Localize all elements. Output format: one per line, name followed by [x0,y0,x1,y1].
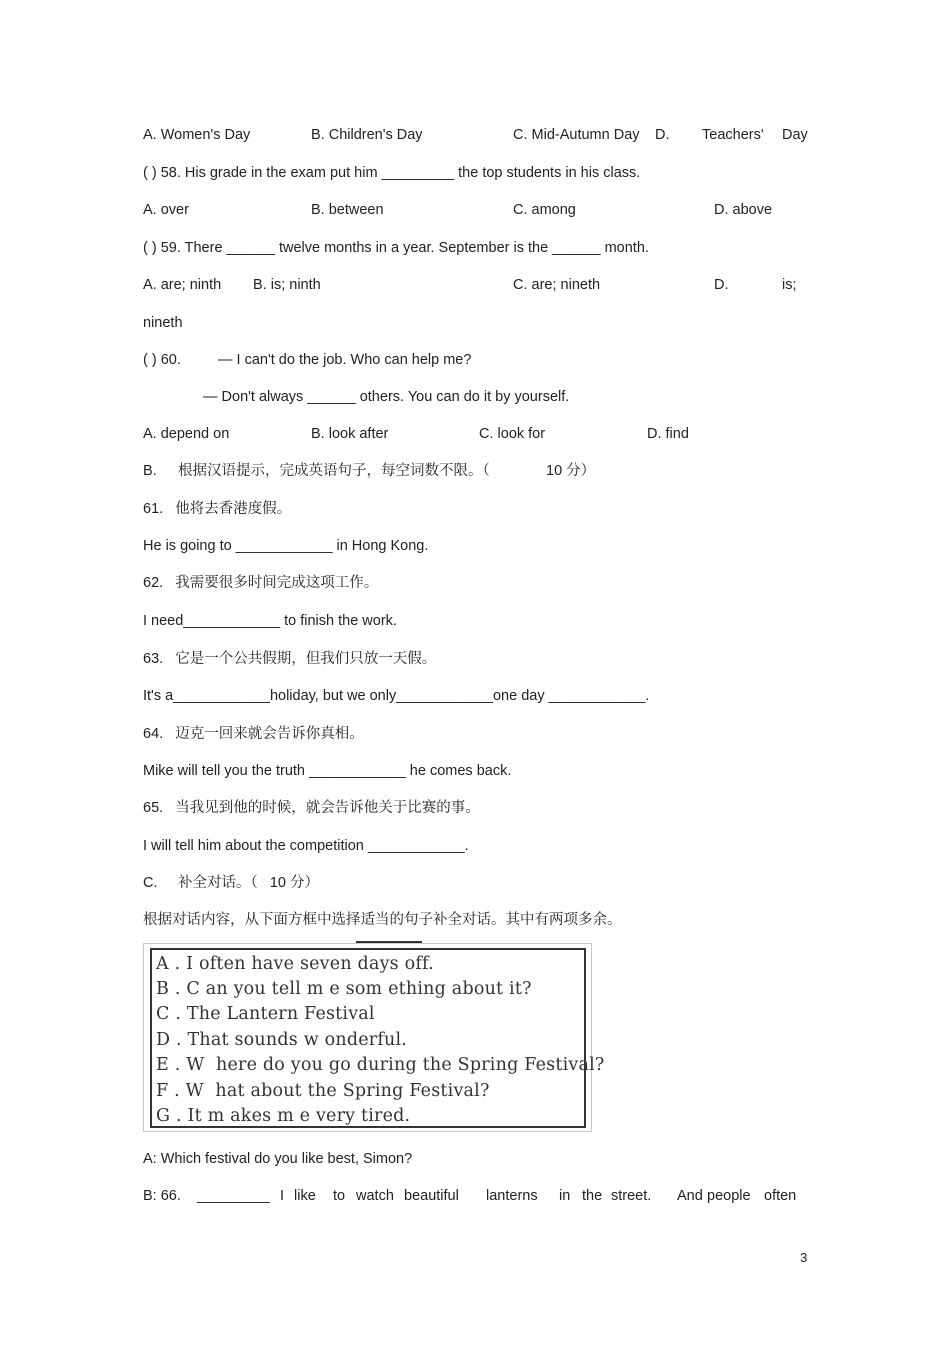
section-c-instruction: 根据对话内容，从下面方框中选择适当的句子补全对话。其中有两项多余。 [143,912,622,928]
q58-stem: ( ) 58. His grade in the exam put him _________ the top students in his class. [143,165,641,181]
dialogue-b-label: B: 66. [143,1188,181,1204]
option-c: C . The Lantern Festival [156,1004,375,1024]
q59-option-d-part2: nineth [143,315,183,331]
q57-option-d-word1: Teachers' [702,127,764,143]
q65-chinese: 65. 当我见到他的时候，就会告诉他关于比赛的事。 [143,800,480,816]
q64-english: Mike will tell you the truth ____________ he comes back. [143,763,512,779]
dialogue-word: watch [356,1188,394,1204]
q59-option-c: C. are; nineth [513,277,601,293]
section-c-title: 补全对话。（ 10 分） [178,875,319,891]
q57-option-d-word2: Day [782,127,808,143]
dialogue-a-line: A: Which festival do you like best, Simon? [143,1151,413,1167]
section-b-title: 根据汉语提示，完成英语句子，每空词数不限。（ [178,463,490,479]
q61-english: He is going to ____________ in Hong Kong. [143,538,429,554]
q58-option-a: A. over [143,202,189,218]
q58-option-c: C. among [513,202,576,218]
q59-option-d-letter: D. [714,277,729,293]
option-d: D . That sounds w onderful. [156,1030,408,1050]
option-f: F . W hat about the Spring Festival? [156,1081,490,1101]
q59-stem: ( ) 59. There ______ twelve months in a year. September is the ______ month. [143,240,649,256]
q62-chinese: 62. 我需要很多时间完成这项工作。 [143,575,379,591]
q60-number: ( ) 60. [143,352,181,368]
dialogue-word: in [559,1188,571,1204]
q59-option-b: B. is; ninth [253,277,321,293]
q63-english: It's a____________holiday, but we only____________one day ____________. [143,688,650,704]
q57-option-a: A. Women's Day [143,127,251,143]
section-b-letter: B. [143,463,157,479]
dialogue-b-blank: _________ [197,1188,270,1204]
option-b: B . C an you tell m e som ething about it? [156,979,532,999]
q60-line1: — I can't do the job. Who can help me? [218,352,472,368]
dialogue-word: like [294,1188,316,1204]
dialogue-word: people [707,1188,751,1204]
q64-chinese: 64. 迈克一回来就会告诉你真相。 [143,726,364,742]
option-e: E . W here do you go during the Spring Festival? [156,1055,605,1075]
q60-option-a: A. depend on [143,426,230,442]
q62-english: I need____________ to finish the work. [143,613,397,629]
dialogue-word: to [333,1188,346,1204]
q58-option-d: D. above [714,202,773,218]
page-number: 3 [800,1250,808,1265]
q60-option-b: B. look after [311,426,389,442]
options-box [143,943,605,1132]
dialogue-word: the [582,1188,603,1204]
q61-chinese: 61. 他将去香港度假。 [143,501,292,517]
q60-option-d: D. find [647,426,689,442]
q65-english: I will tell him about the competition ____________. [143,838,469,854]
q57-option-d-letter: D. [655,127,670,143]
section-b-points: 10 分） [546,463,596,479]
option-a: A . I often have seven days off. [156,954,434,974]
dialogue-word: And [677,1188,703,1204]
q63-chinese: 63. 它是一个公共假期，但我们只放一天假。 [143,651,437,667]
dialogue-word: often [764,1188,797,1204]
box-tab-line [356,941,422,943]
section-c-letter: C. [143,875,158,891]
options-box-frame [150,948,605,1128]
q58-option-b: B. between [311,202,384,218]
q60-option-c: C. look for [479,426,546,442]
option-g: G . It m akes m e very tired. [156,1106,411,1126]
dialogue-word: lanterns [486,1188,538,1204]
dialogue-word: street. [611,1188,652,1204]
q57-option-c: C. Mid-Autumn Day [513,127,640,143]
q60-line2: — Don't always ______ others. You can do it by yourself. [203,389,570,405]
q59-option-d-part1: is; [782,277,797,293]
dialogue-word: beautiful [404,1188,459,1204]
q57-option-b: B. Children's Day [311,127,423,143]
q59-option-a: A. are; ninth [143,277,222,293]
dialogue-word: I [280,1188,285,1204]
